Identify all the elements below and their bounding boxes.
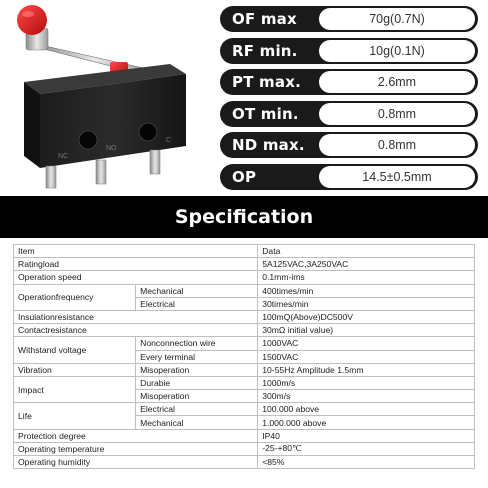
table-row	[14, 403, 475, 416]
param-pt-max	[220, 69, 478, 95]
table-cell: <85%	[258, 456, 475, 469]
param-value: 10g(0.1N)	[319, 40, 475, 62]
table-cell: 30mΩ initial value)	[258, 324, 475, 337]
table-cell: Misoperation	[136, 390, 258, 403]
param-value: 0.8mm	[319, 134, 475, 156]
table-cell: Life	[14, 403, 136, 429]
terminal-label-nc: NC	[58, 153, 69, 160]
table-row	[14, 245, 475, 258]
table-cell: Item	[14, 245, 258, 258]
table-cell: 5A125VAC,3A250VAC	[258, 258, 475, 271]
table-row	[14, 258, 475, 271]
table-cell: Contactresistance	[14, 324, 258, 337]
table-row	[14, 310, 475, 323]
param-label: OF max	[232, 10, 297, 28]
banner-title: Specification	[174, 206, 314, 228]
table-row	[14, 456, 475, 469]
table-cell: Electrical	[136, 297, 258, 310]
table-row	[14, 324, 475, 337]
param-label: ND max.	[232, 136, 305, 154]
param-label: OP	[232, 167, 257, 186]
table-row	[14, 429, 475, 442]
table-cell: Mechanical	[136, 416, 258, 429]
table-cell: 100.000 above	[258, 403, 475, 416]
table-row	[14, 376, 475, 389]
table-row	[14, 442, 475, 455]
table-cell: Mechanical	[136, 284, 258, 297]
param-value: 70g(0.7N)	[319, 8, 475, 30]
param-label: RF min.	[232, 41, 298, 60]
table-cell: 300m/s	[258, 390, 475, 403]
table-cell: 1.000.000 above	[258, 416, 475, 429]
terminal-label-c: C	[166, 137, 172, 144]
table-cell: Withstand voltage	[14, 337, 136, 363]
table-cell: 1000VAC	[258, 337, 475, 350]
table-cell: 1500VAC	[258, 350, 475, 363]
specification-table	[13, 244, 475, 469]
table-cell: Protection degree	[14, 429, 258, 442]
table-row	[14, 271, 475, 284]
table-cell: Data	[258, 245, 475, 258]
table-cell: Operating temperature	[14, 442, 258, 455]
table-cell: Misoperation	[136, 363, 258, 376]
parameter-list	[220, 6, 478, 195]
param-nd-max	[220, 132, 478, 158]
table-cell: 0.1mm-ims	[258, 271, 475, 284]
param-rf-min	[220, 38, 478, 64]
table-row	[14, 363, 475, 376]
table-cell: 400times/min	[258, 284, 475, 297]
table-cell: Every terminal	[136, 350, 258, 363]
param-value: 2.6mm	[319, 71, 475, 93]
param-value: 0.8mm	[319, 103, 475, 125]
table-row	[14, 284, 475, 297]
table-cell: IP40	[258, 429, 475, 442]
param-label: PT max.	[232, 73, 301, 91]
specification-banner	[0, 196, 488, 238]
terminal-label-no: NO	[106, 145, 117, 152]
table-cell: Durabie	[136, 376, 258, 389]
table-cell: Vibration	[14, 363, 136, 376]
table-cell: Ratingload	[14, 258, 258, 271]
table-cell: Impact	[14, 376, 136, 402]
table-row	[14, 337, 475, 350]
param-of-max	[220, 6, 478, 32]
product-photo	[0, 0, 212, 196]
table-cell: Insulationresistance	[14, 310, 258, 323]
param-ot-min	[220, 101, 478, 127]
table-cell: 10-55Hz Amplitude 1.5mm	[258, 363, 475, 376]
table-cell: 100mQ(Above)DC500V	[258, 310, 475, 323]
param-label: OT min.	[232, 104, 299, 123]
table-cell: Nonconnection wire	[136, 337, 258, 350]
table-cell: -25-+80℃	[258, 442, 475, 455]
table-cell: 1000m/s	[258, 376, 475, 389]
param-op	[220, 164, 478, 190]
table-cell: Operation speed	[14, 271, 258, 284]
table-cell: 30times/min	[258, 297, 475, 310]
param-value: 14.5±0.5mm	[319, 166, 475, 188]
table-cell: Operationfrequency	[14, 284, 136, 310]
table-cell: Electrical	[136, 403, 258, 416]
microswitch-illustration	[0, 0, 212, 196]
table-cell: Operating humidity	[14, 456, 258, 469]
